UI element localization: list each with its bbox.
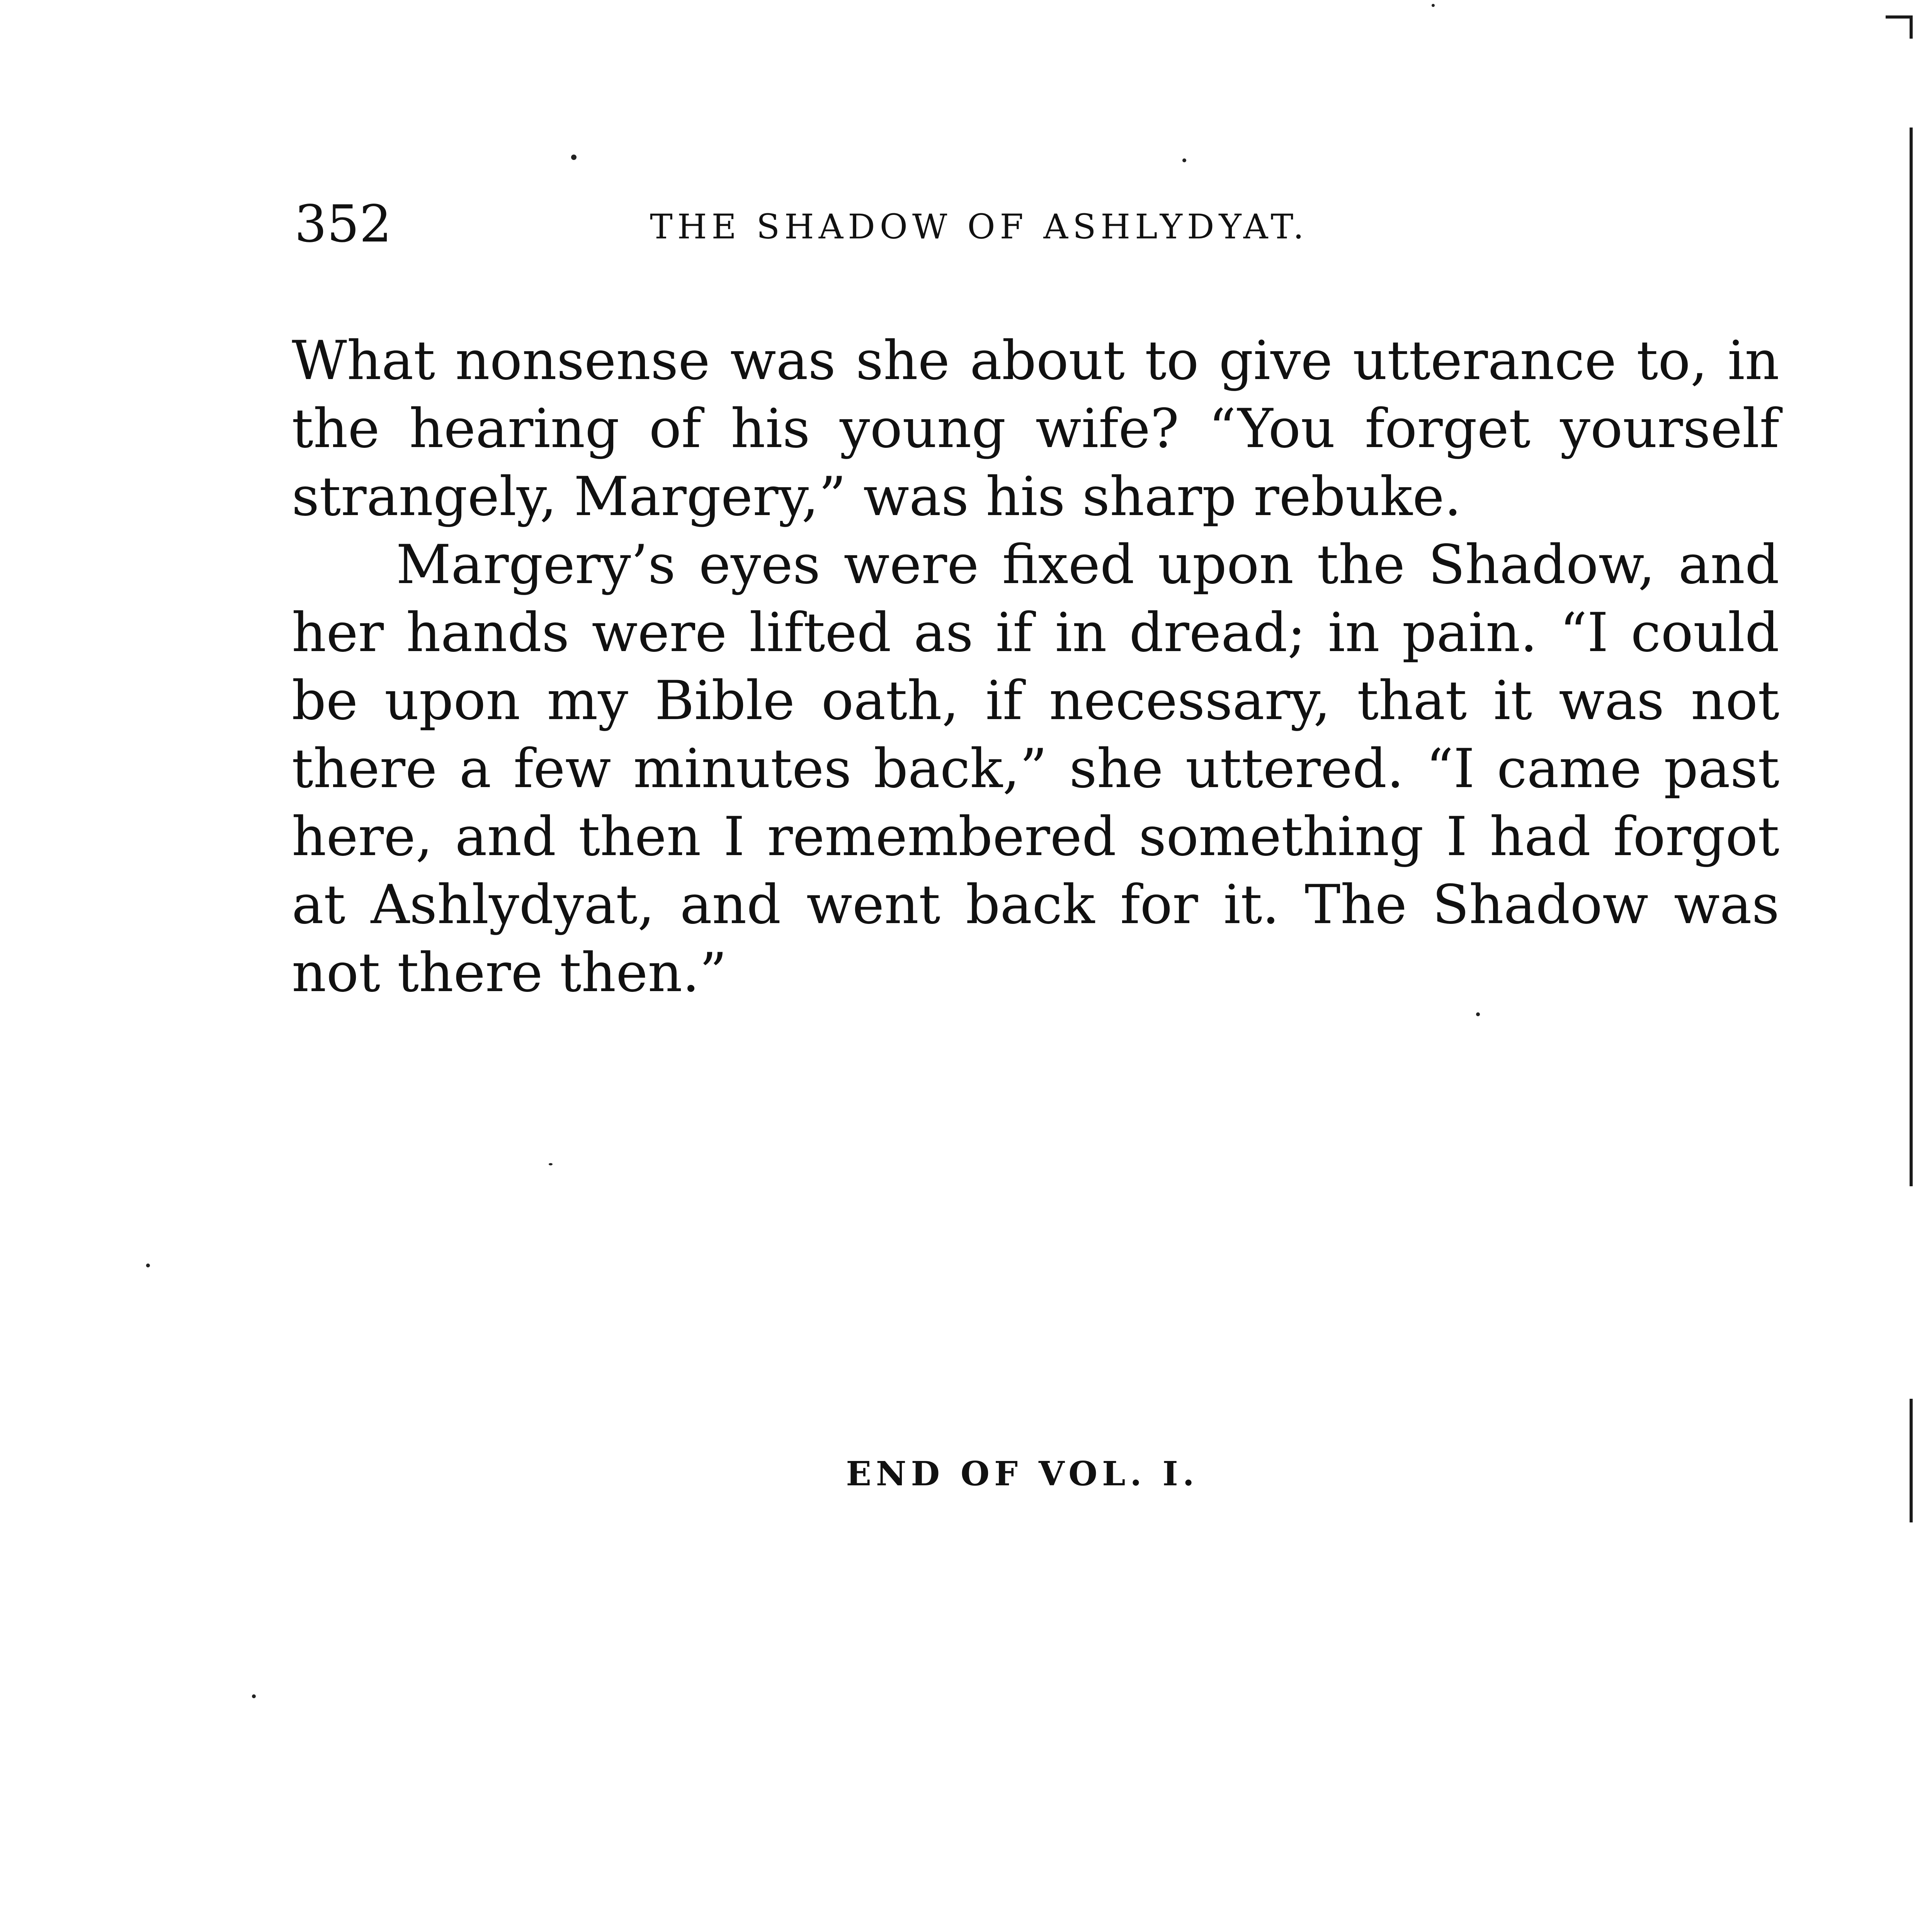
end-of-volume-mark: END OF VOL. I. bbox=[846, 1454, 1199, 1493]
running-title: THE SHADOW OF ASHLYDYAT. bbox=[650, 207, 1309, 247]
body-text bbox=[292, 327, 1779, 1007]
scan-speck bbox=[146, 1264, 150, 1267]
margin-rule bbox=[1910, 15, 1913, 39]
scan-speck bbox=[252, 1694, 256, 1698]
page-header bbox=[294, 195, 1782, 253]
scan-speck bbox=[1432, 4, 1435, 7]
scan-speck bbox=[1476, 1012, 1480, 1016]
scan-speck bbox=[1182, 158, 1186, 162]
margin-rule bbox=[1886, 15, 1913, 19]
margin-rule bbox=[1910, 128, 1913, 1186]
paragraph: What nonsense was she about to give utterance to, in the hearing of his young wife? “You forget yourself strangely, Margery,” was his sharp rebuke. bbox=[292, 329, 1779, 528]
margin-rule bbox=[1910, 1399, 1913, 1522]
page-number: 352 bbox=[294, 194, 392, 254]
paragraph: Margery’s eyes were fixed upon the Shadow, and her hands were lifted as if in dread; in pain. “I could be upon my Bible oath, if necessary, that it was not there a few minutes back,” she uttered. “I came past here, and then I remembered something I had forgot at Ashlydyat, and went back for it. The Shadow was not there then.” bbox=[292, 533, 1779, 1004]
scan-speck bbox=[571, 155, 577, 160]
scan-speck bbox=[549, 1163, 553, 1165]
